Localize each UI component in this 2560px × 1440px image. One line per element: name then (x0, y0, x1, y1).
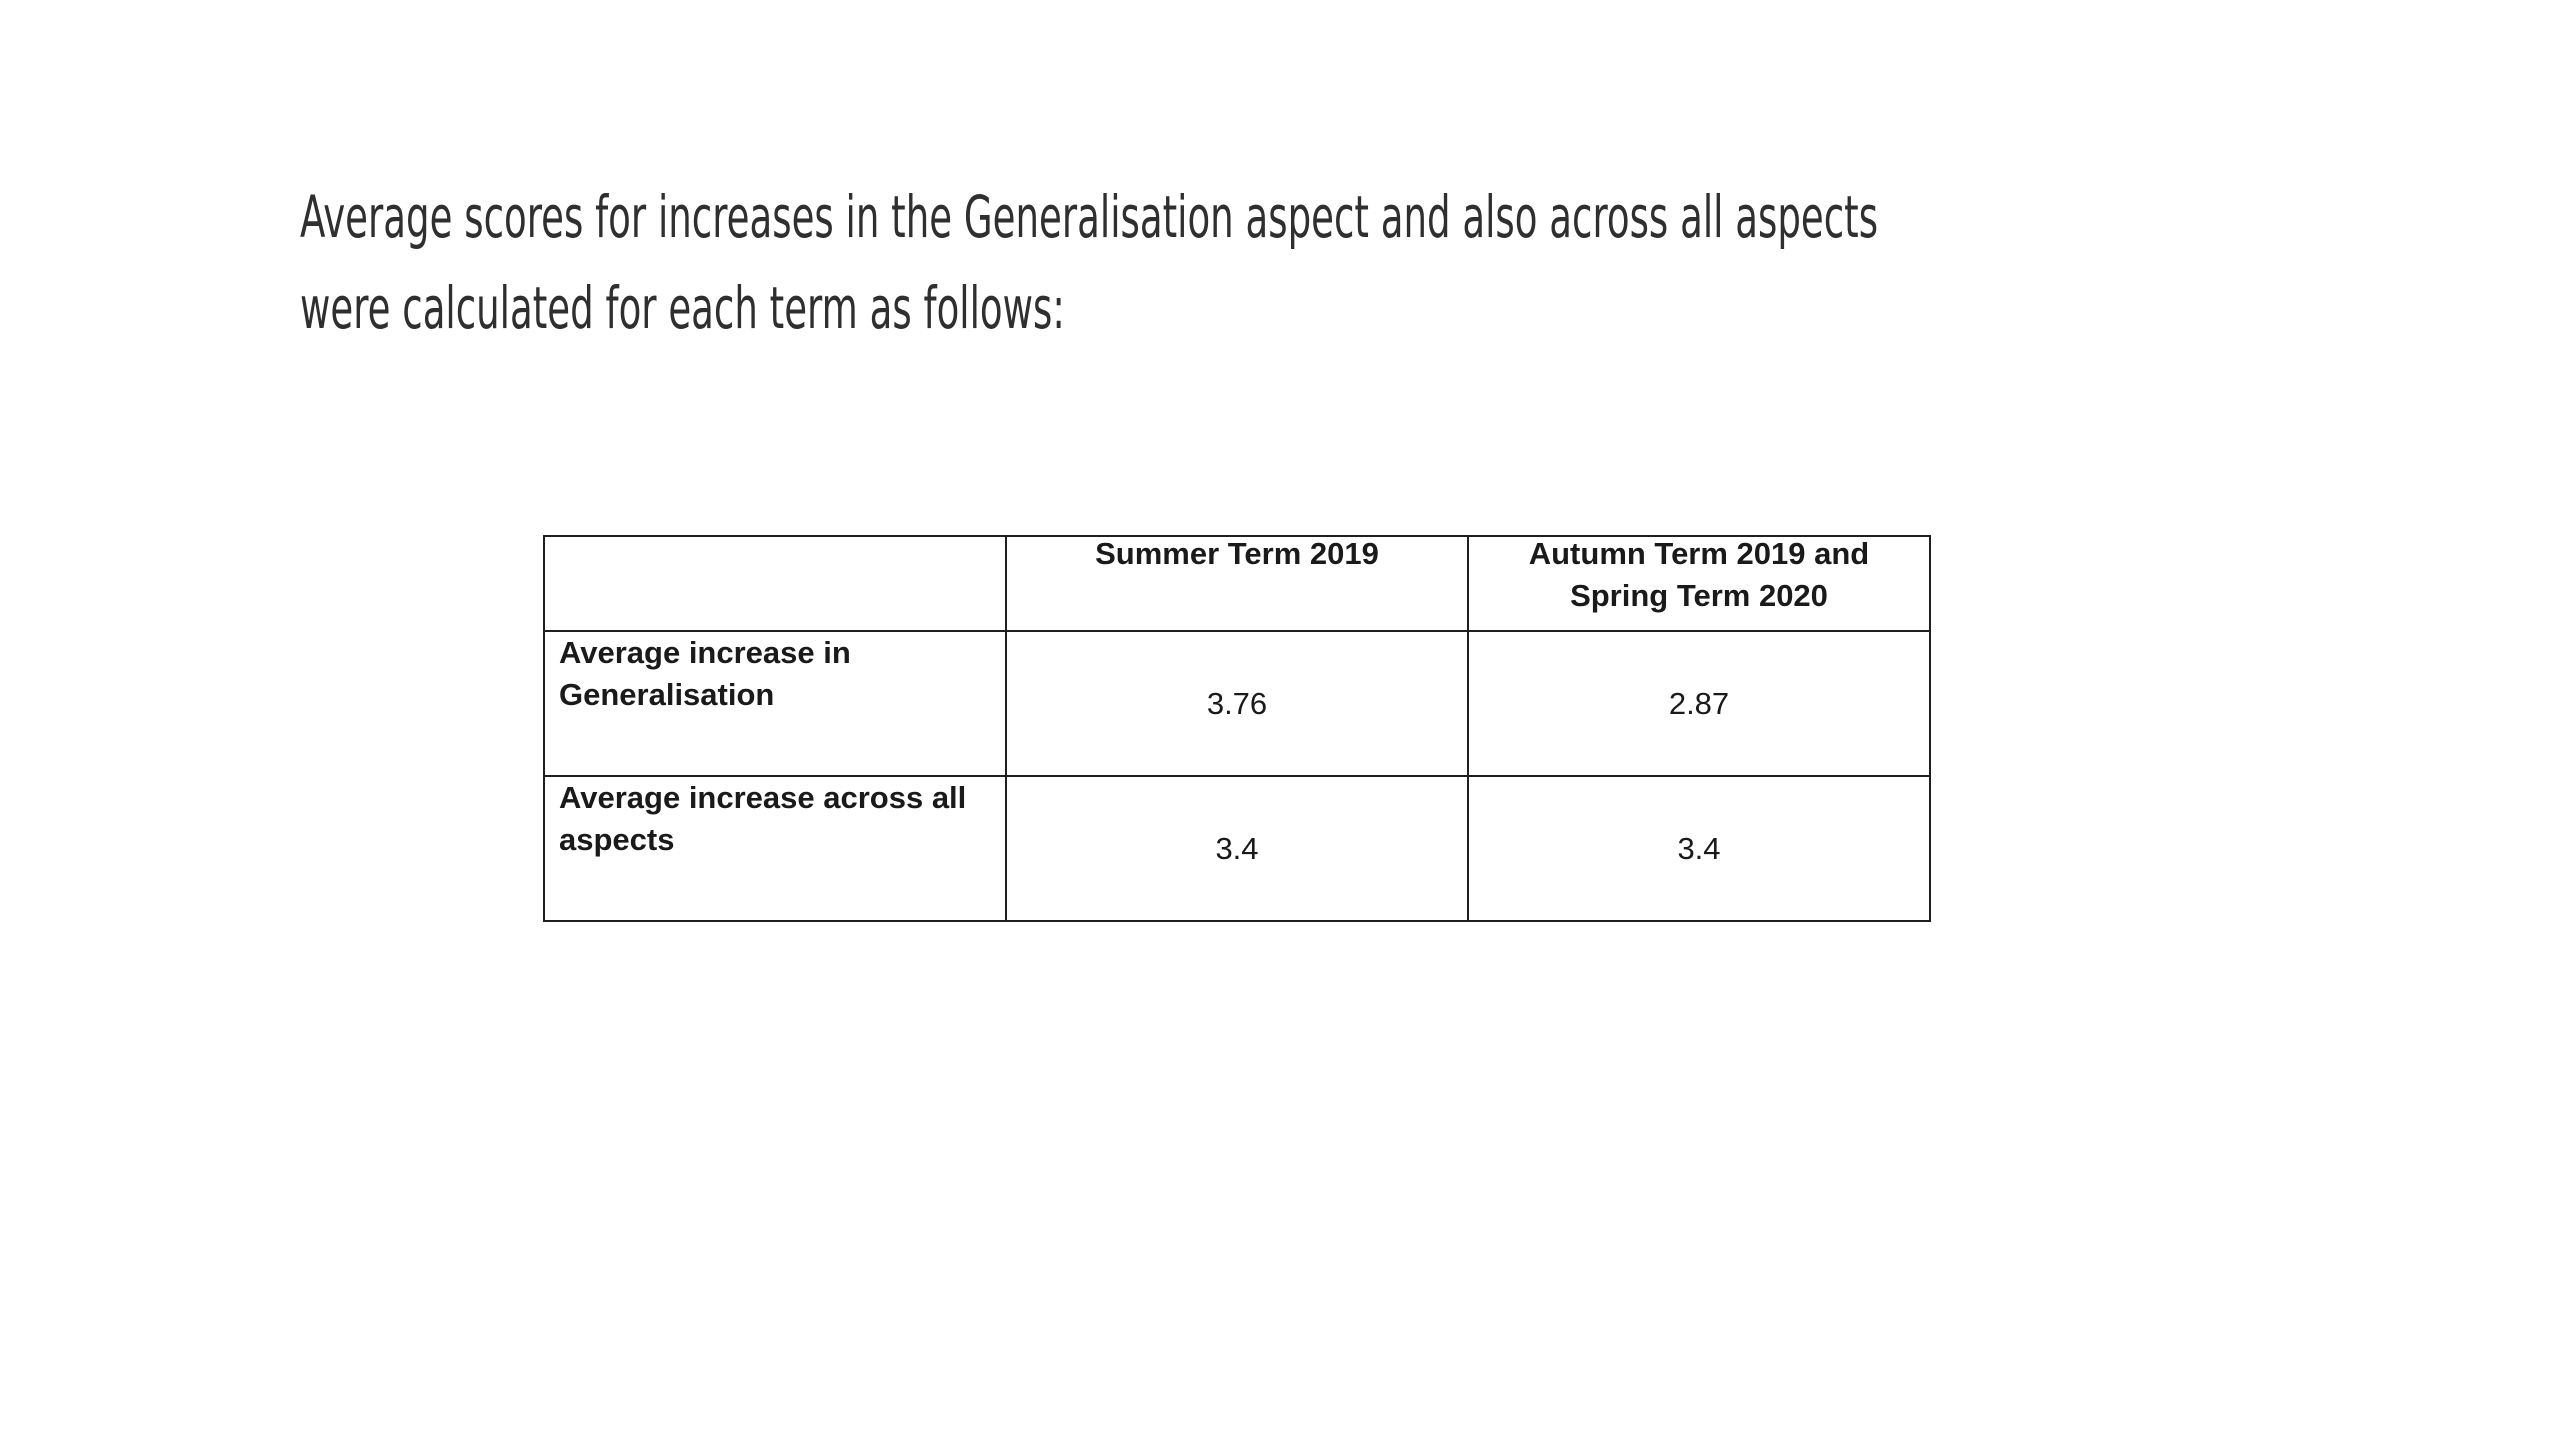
column-header-label: Summer Term 2019 (1095, 536, 1379, 571)
row-label: Average increase in Generalisation (559, 635, 851, 712)
table-cell: 2.87 (1468, 631, 1930, 776)
table-cell: 3.4 (1468, 776, 1930, 921)
column-header-summer-term (1006, 536, 1468, 631)
intro-line-1: Average scores for increases in the Generalisation aspect and also across all aspects (300, 183, 1879, 251)
intro-line-2: were calculated for each term as follows: (300, 274, 1065, 342)
table-cell: 3.76 (1006, 631, 1468, 776)
row-label: Average increase across all aspects (559, 780, 967, 857)
intro-paragraph (300, 172, 1879, 354)
table-row (544, 776, 1930, 921)
table-corner-cell (544, 536, 1006, 631)
table-header-row (544, 536, 1930, 631)
table-cell: 3.4 (1006, 776, 1468, 921)
row-label-cell (544, 776, 1006, 921)
scores-table (543, 535, 1931, 922)
row-label-cell (544, 631, 1006, 776)
column-header-autumn-spring-term (1468, 536, 1930, 631)
table-row (544, 631, 1930, 776)
column-header-label: Autumn Term 2019 and Spring Term 2020 (1528, 536, 1870, 613)
